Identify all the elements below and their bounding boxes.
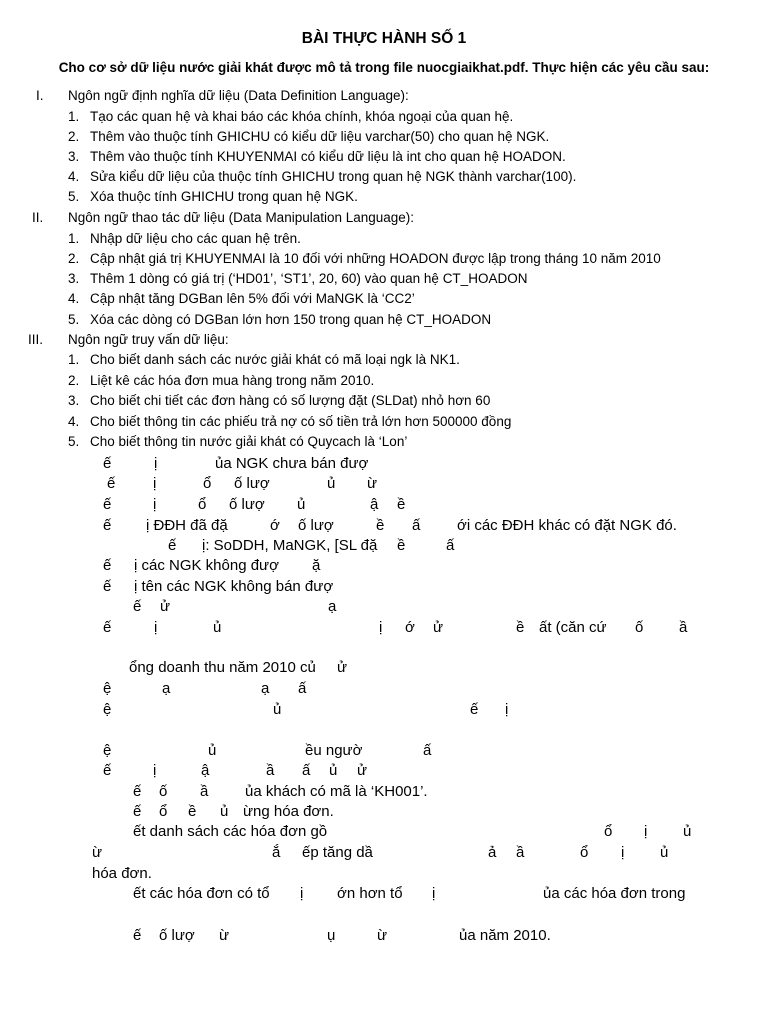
text-fragment: ế xyxy=(103,455,112,472)
text-fragment: ố xyxy=(159,783,168,800)
text-fragment: ủ xyxy=(327,475,336,492)
text-fragment: hóa đơn. xyxy=(92,865,152,882)
item-text: Cập nhật tăng DGBan lên 5% đối với MaNGK là ‘CC2’ xyxy=(90,291,415,306)
text-fragment: ấ xyxy=(302,762,311,779)
document-title: BÀI THỰC HÀNH SỐ 1 xyxy=(301,30,467,47)
item-text: Sửa kiểu dữ liệu của thuộc tính GHICHU trong quan hệ NGK thành varchar(100). xyxy=(90,169,577,184)
text-fragment: ạ xyxy=(162,680,171,697)
text-fragment: ế xyxy=(133,783,142,800)
text-fragment: ấ xyxy=(446,537,455,554)
text-fragment: ất (căn cứ xyxy=(539,619,607,636)
text-fragment: ế xyxy=(103,578,112,595)
text-fragment: ế xyxy=(103,762,112,779)
item-number: 5. xyxy=(68,189,80,204)
text-fragment: ạ xyxy=(261,680,270,697)
text-fragment: ử xyxy=(357,762,368,779)
item-text: Cho biết danh sách các nước giải khát có mã loại ngk là NK1. xyxy=(90,352,460,367)
text-fragment: ế xyxy=(470,701,479,718)
text-fragment: ủ xyxy=(213,619,222,636)
text-fragment: ậ xyxy=(370,496,379,513)
text-fragment: ế xyxy=(133,927,142,944)
text-fragment: ị ĐĐH đã đặ xyxy=(146,517,228,534)
text-fragment: ị xyxy=(505,701,509,718)
item-text: Xóa thuộc tính GHICHU trong quan hệ NGK. xyxy=(90,189,358,204)
text-fragment: ới các ĐĐH khác có đặt NGK đó. xyxy=(457,517,677,534)
text-fragment: ị xyxy=(153,496,157,513)
item-number: 5. xyxy=(68,434,80,449)
section-1-roman: I. xyxy=(36,88,44,103)
item-text: Tạo các quan hệ và khai báo các khóa chính, khóa ngoại của quan hệ. xyxy=(90,109,514,124)
text-fragment: ị các NGK không đượ xyxy=(134,557,279,574)
text-fragment: ị xyxy=(300,885,304,902)
text-fragment: ị xyxy=(432,885,436,902)
section-3-roman: III. xyxy=(28,332,44,347)
text-fragment: ị xyxy=(153,762,157,779)
text-fragment: ề xyxy=(397,496,406,513)
item-number: 1. xyxy=(68,231,80,246)
text-fragment: ổng doanh thu năm 2010 củ xyxy=(129,659,316,676)
text-fragment: ủa NGK chưa bán đượ xyxy=(215,455,369,472)
item-number: 4. xyxy=(68,291,80,306)
item-text: Cho biết thông tin các phiếu trả nợ có số tiền trả lớn hơn 500000 đồng xyxy=(90,414,512,429)
item-number: 4. xyxy=(68,414,80,429)
text-fragment: ủ xyxy=(683,823,692,840)
text-fragment: ệ xyxy=(103,701,112,718)
item-number: 3. xyxy=(68,393,80,408)
item-number: 5. xyxy=(68,312,80,327)
text-fragment: ừ xyxy=(219,927,230,944)
item-number: 2. xyxy=(68,129,80,144)
text-fragment: ệ xyxy=(103,680,112,697)
item-text: Liệt kê các hóa đơn mua hàng trong năm 2010. xyxy=(90,373,375,388)
text-fragment: ế xyxy=(168,537,177,554)
text-fragment: ầ xyxy=(679,619,688,636)
text-fragment: ử xyxy=(433,619,444,636)
text-fragment: ị xyxy=(379,619,383,636)
item-number: 3. xyxy=(68,149,80,164)
section-1-title: Ngôn ngữ định nghĩa dữ liệu (Data Definition Language): xyxy=(68,88,409,103)
text-fragment: ều ngườ xyxy=(305,742,363,759)
text-fragment: ừng hóa đơn. xyxy=(243,803,334,820)
text-fragment: ị: SoDDH, MaNGK, [SL đặ xyxy=(202,537,378,554)
text-fragment: ề xyxy=(516,619,525,636)
text-fragment: ủa năm 2010. xyxy=(459,927,551,944)
text-fragment: ủ xyxy=(273,701,282,718)
text-fragment: ề xyxy=(188,803,197,820)
section-3-title: Ngôn ngữ truy vấn dữ liệu: xyxy=(68,332,229,347)
item-text: Cho biết thông tin nước giải khát có Quycach là ‘Lon’ xyxy=(90,434,408,449)
text-fragment: ử xyxy=(337,659,348,676)
text-fragment: ết các hóa đơn có tổ xyxy=(133,885,270,902)
text-fragment: ổ xyxy=(198,496,207,513)
text-fragment: ừ xyxy=(92,844,103,861)
text-fragment: ạ xyxy=(328,598,337,615)
text-fragment: ị xyxy=(154,455,158,472)
text-fragment: ấ xyxy=(298,680,307,697)
text-fragment: ặ xyxy=(312,557,321,574)
text-fragment: ổ xyxy=(159,803,168,820)
text-fragment: ế xyxy=(103,619,112,636)
text-fragment: ầ xyxy=(266,762,275,779)
item-text: Thêm vào thuộc tính KHUYENMAI có kiểu dữ liệu là int cho quan hệ HOADON. xyxy=(90,149,566,164)
item-number: 3. xyxy=(68,271,80,286)
text-fragment: ổ xyxy=(580,844,589,861)
text-fragment: ị tên các NGK không bán đượ xyxy=(134,578,334,595)
text-fragment: ố lượ xyxy=(234,475,270,492)
section-2-roman: II. xyxy=(32,210,44,225)
text-fragment: ố lượ xyxy=(298,517,334,534)
text-fragment: ầ xyxy=(200,783,209,800)
item-text: Thêm vào thuộc tính GHICHU có kiểu dữ liệu varchar(50) cho quan hệ NGK. xyxy=(90,129,550,144)
text-fragment: ủ xyxy=(297,496,306,513)
text-fragment: ả xyxy=(488,844,497,861)
text-fragment: ếp tăng dầ xyxy=(302,844,373,861)
item-text: Cập nhật giá trị KHUYENMAI là 10 đối với những HOADON được lập trong tháng 10 năm 2010 xyxy=(90,251,661,266)
item-text: Xóa các dòng có DGBan lớn hơn 150 trong quan hệ CT_HOADON xyxy=(90,312,492,327)
text-fragment: ớn hơn tổ xyxy=(337,885,403,902)
text-fragment: ủ xyxy=(220,803,229,820)
text-fragment: ầ xyxy=(516,844,525,861)
text-fragment: ệ xyxy=(103,742,112,759)
text-fragment: ử xyxy=(160,598,171,615)
text-fragment: ề xyxy=(397,537,406,554)
section-2-title: Ngôn ngữ thao tác dữ liệu (Data Manipulation Language): xyxy=(68,210,415,225)
text-fragment: ủa các hóa đơn trong xyxy=(543,885,686,902)
item-text: Cho biết chi tiết các đơn hàng có số lượng đặt (SLDat) nhỏ hơn 60 xyxy=(90,393,491,408)
text-fragment: ị xyxy=(644,823,648,840)
item-number: 1. xyxy=(68,109,80,124)
item-text: Nhập dữ liệu cho các quan hệ trên. xyxy=(90,231,301,246)
text-fragment: ị xyxy=(153,475,157,492)
text-fragment: ủ xyxy=(208,742,217,759)
text-fragment: ừ xyxy=(377,927,388,944)
text-fragment: ủ xyxy=(329,762,338,779)
text-fragment: ủa khách có mã là ‘KH001’. xyxy=(245,783,428,800)
text-fragment: ế xyxy=(107,475,116,492)
item-number: 2. xyxy=(68,373,80,388)
text-fragment: ế xyxy=(133,803,142,820)
text-fragment: ố lượ xyxy=(229,496,265,513)
text-fragment: ố lượ xyxy=(159,927,195,944)
text-fragment: ổ xyxy=(604,823,613,840)
item-number: 1. xyxy=(68,352,80,367)
text-fragment: ế xyxy=(103,517,112,534)
text-fragment: ế xyxy=(133,598,142,615)
text-fragment: ế xyxy=(103,496,112,513)
item-number: 4. xyxy=(68,169,80,184)
text-fragment: ề xyxy=(376,517,385,534)
item-text: Thêm 1 dòng có giá trị (‘HD01’, ‘ST1’, 20, 60) vào quan hệ CT_HOADON xyxy=(90,271,528,286)
text-fragment: ừ xyxy=(367,475,378,492)
item-number: 2. xyxy=(68,251,80,266)
text-fragment: ấ xyxy=(423,742,432,759)
text-fragment: ủ xyxy=(660,844,669,861)
text-fragment: ớ xyxy=(270,517,280,534)
text-fragment: ị xyxy=(621,844,625,861)
text-fragment: ấ xyxy=(412,517,421,534)
text-fragment: ị xyxy=(154,619,158,636)
text-fragment: ắ xyxy=(272,844,281,861)
text-fragment: ụ xyxy=(327,927,336,944)
text-fragment: ố xyxy=(635,619,644,636)
text-fragment: ớ xyxy=(405,619,415,636)
text-fragment: ổ xyxy=(203,475,212,492)
document-subtitle: Cho cơ sở dữ liệu nước giải khát được mô tả trong file nuocgiaikhat.pdf. Thực hiện các yêu cầu sau: xyxy=(58,60,710,75)
text-fragment: ậ xyxy=(201,762,210,779)
text-fragment: ế xyxy=(103,557,112,574)
text-fragment: ết danh sách các hóa đơn gồ xyxy=(133,823,328,840)
